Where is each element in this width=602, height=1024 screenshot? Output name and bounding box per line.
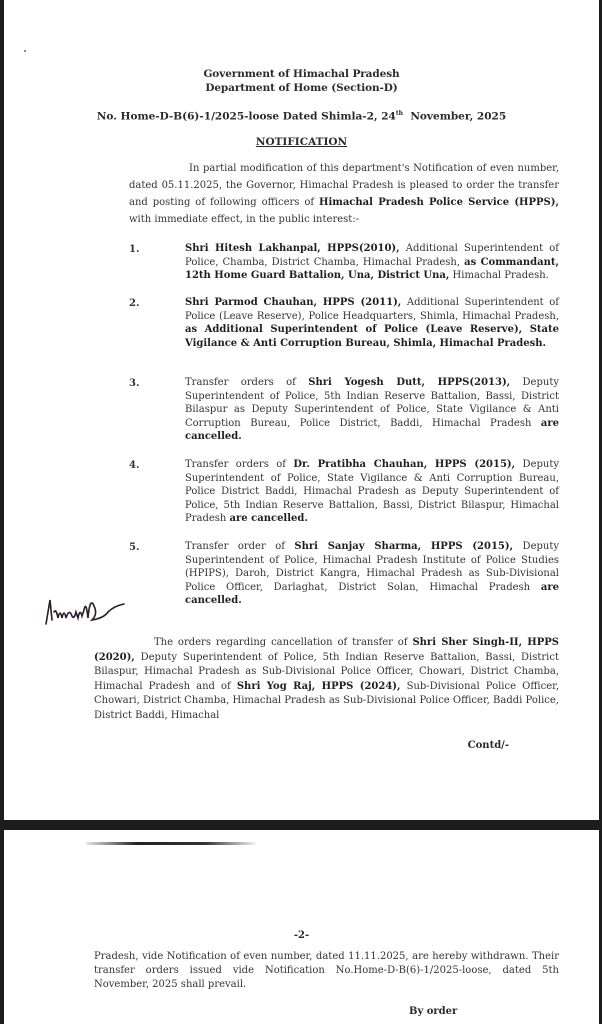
item-bold-text: as Commandant, 12th Home Guard Battalion, Una, District Una,: [185, 256, 559, 281]
item-body: [185, 376, 559, 444]
closing-bold-text: Shri Yog Raj, HPPS (2024),: [236, 680, 401, 692]
intro-end: with immediate effect, in the public interest:-: [129, 214, 360, 225]
item-bold-text: Shri Yogesh Dutt, HPPS(2013),: [308, 377, 511, 388]
reference-number: No. Home-D-B(6)-1/2025-loose Dated Shimla-2,: [96, 110, 378, 123]
item-text: Deputy Superintendent of Police, 5th Indian Reserve Battalion, Bassi, District Bilaspur as Deputy Superintendent of Police, State Vigilance & Anti Corruption Bureau, Police District, Baddi, Himachal Pradesh: [185, 377, 559, 429]
item-bold-text: Shri Sanjay Sharma, HPPS (2015),: [294, 541, 514, 552]
reference-day-suffix: th: [395, 110, 404, 117]
item-text: Deputy Superintendent of Police, Himachal Pradesh Institute of Police Studies (HPIPS), Daroh, District Kangra, Himachal Pradesh as Sub-Divisional Police Officer, Darlaghat, District Solan, Himachal Pradesh: [185, 541, 560, 593]
header-government: Government of Himachal Pradesh: [203, 68, 400, 80]
item-text: Deputy Superintendent of Police, State Vigilance & Anti Corruption Bureau, Police District Baddi, Himachal Pradesh as Deputy Superintendent of Police, 5th Indian Reserve Battalion, Bassi, District Bilaspur, Himachal Pradesh: [185, 459, 559, 524]
item-number: 3.: [129, 378, 140, 389]
header-department: Department of Home (Section-D): [205, 82, 398, 94]
intro-text: In partial modification of this department's Notification of even number, dated 05.11.2025, the Governor, Himachal Pradesh is pleased to order the transfer and posting of following officers of: [129, 163, 559, 208]
closing-text: Sub-Divisional Police Officer, Chowari, District Chamba, Himachal Pradesh as Sub-Divisional Police Officer, Baddi Police, District Baddi, Himachal: [94, 680, 559, 721]
item-number: 2.: [129, 298, 140, 309]
continued-label: Contd/-: [467, 740, 509, 751]
item-bold-text: Shri Hitesh Lakhanpal, HPPS(2010),: [185, 243, 400, 254]
item-text: Transfer orders of: [185, 377, 309, 388]
item-body: [185, 458, 559, 526]
page-number: -2-: [293, 930, 310, 941]
page2-continuation: Pradesh, vide Notification of even number, dated 11.11.2025, are hereby withdrawn. Their transfer orders issued vide Notification No.Home-D-B(6)-1/2025-loose, dated 5th November, 2025 shall prevail.: [94, 951, 559, 990]
reference-line: [4, 110, 599, 123]
document-page-1: [4, 0, 599, 820]
item-bold-text: are cancelled.: [185, 417, 559, 442]
scan-speck: [24, 50, 26, 52]
intro-bold: Himachal Pradesh Police Service (HPPS),: [319, 197, 559, 208]
item-body: [185, 296, 559, 350]
item-body: [185, 540, 559, 608]
reference-day: 24: [381, 110, 396, 123]
closing-text: The orders regarding cancellation of transfer of: [154, 637, 413, 648]
item-number: 1.: [129, 244, 140, 255]
document-page-2: [4, 830, 599, 1024]
signature: [42, 590, 132, 630]
scan-line-mark: [86, 842, 256, 845]
item-text: Transfer orders of: [185, 459, 294, 470]
item-bold-text: Dr. Pratibha Chauhan, HPPS (2015),: [293, 459, 516, 470]
closing-text: Deputy Superintendent of Police, 5th Indian Reserve Battalion, Bassi, District Bilaspur, Himachal Pradesh as Sub-Divisional Police Officer, Chowari, District Chamba, Himachal Pradesh and of: [94, 651, 559, 692]
item-text: Transfer order of: [185, 541, 295, 552]
by-order-label: By order: [409, 1006, 458, 1017]
item-number: 4.: [129, 460, 140, 471]
item-bold-text: are cancelled.: [229, 513, 308, 524]
item-body: [185, 242, 559, 283]
item-bold-text: Shri Parmod Chauhan, HPPS (2011),: [185, 297, 402, 308]
intro-paragraph: [129, 160, 559, 228]
item-text: Additional Superintendent of Police (Leave Reserve), Police Headquarters, Shimla, Himachal Pradesh,: [185, 297, 559, 322]
closing-bold-text: Shri Sher Singh-II, HPPS (2020),: [94, 637, 559, 663]
reference-month-year: November, 2025: [410, 110, 507, 123]
item-text: Himachal Pradesh.: [449, 270, 549, 281]
closing-paragraph: [94, 636, 559, 723]
notification-title: NOTIFICATION: [255, 136, 348, 148]
item-text: Additional Superintendent of Police, Chamba, District Chamba, Himachal Pradesh,: [185, 243, 559, 268]
item-bold-text: are cancelled.: [185, 581, 559, 606]
item-number: 5.: [129, 542, 140, 553]
item-bold-text: as Additional Superintendent of Police (Leave Reserve), State Vigilance & Anti Corruption Bureau, Shimla, Himachal Pradesh.: [185, 324, 559, 349]
